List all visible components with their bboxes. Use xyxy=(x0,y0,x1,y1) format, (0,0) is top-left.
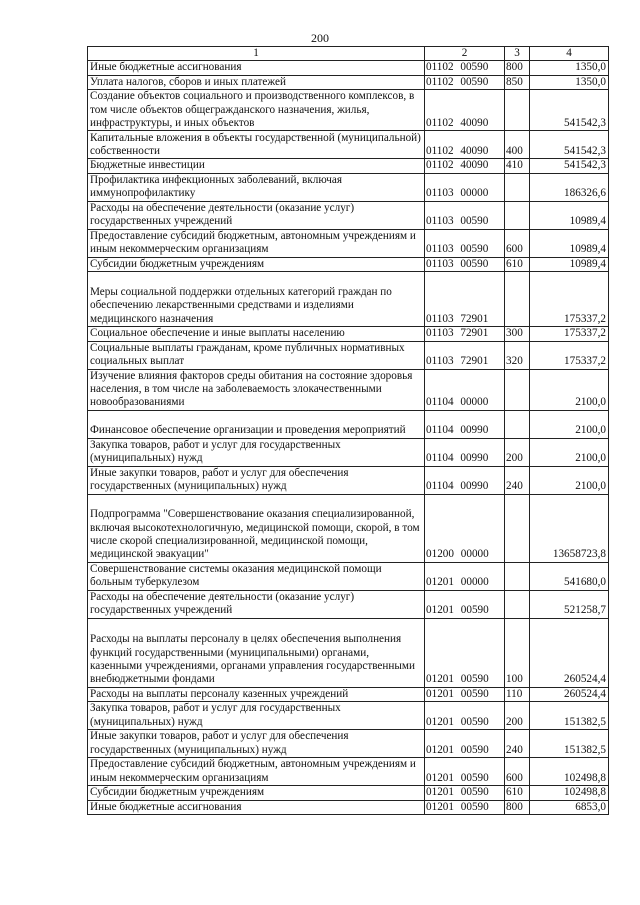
row-name-cell: Расходы на выплаты персоналу в целях обеспечения выполнения функций государственными (муниципальными) органами, казенными учреждениями, органами управления государственными внебюджетными фондами xyxy=(88,618,425,687)
row-code-cell: 01103 00590 xyxy=(425,229,505,257)
row-code-cell: 01103 00000 xyxy=(425,173,505,201)
row-code-cell: 01102 40090 xyxy=(425,90,505,131)
table-row xyxy=(88,590,609,618)
row-name-cell: Изучение влияния факторов среды обитания на состояние здоровья населения, в том числе на заболеваемость злокачественными новообразованиями xyxy=(88,369,425,410)
row-name-cell: Социальное обеспечение и иные выплаты населению xyxy=(88,327,425,341)
table-row xyxy=(88,341,609,369)
row-amount-cell: 102498,8 xyxy=(530,758,609,786)
header-cell-vr: 3 xyxy=(505,47,530,61)
row-code-cell: 01200 00000 xyxy=(425,494,505,562)
row-amount-cell: 151382,5 xyxy=(530,702,609,730)
budget-table-body xyxy=(88,47,609,815)
row-name-cell: Закупка товаров, работ и услуг для государственных (муниципальных) нужд xyxy=(88,702,425,730)
row-code-cell: 01103 72901 xyxy=(425,272,505,327)
table-row xyxy=(88,786,609,800)
row-name-cell: Расходы на обеспечение деятельности (оказание услуг) государственных учреждений xyxy=(88,201,425,229)
table-row xyxy=(88,618,609,687)
row-code-cell: 01103 00590 xyxy=(425,257,505,271)
row-vr-cell: 200 xyxy=(505,438,530,466)
row-code-cell: 01104 00000 xyxy=(425,369,505,410)
row-code-cell: 01102 40090 xyxy=(425,159,505,173)
table-row xyxy=(88,800,609,814)
table-row xyxy=(88,758,609,786)
row-name-cell: Предоставление субсидий бюджетным, автономным учреждениям и иным некоммерческим организациям xyxy=(88,758,425,786)
table-row xyxy=(88,438,609,466)
row-vr-cell xyxy=(505,369,530,410)
row-amount-cell: 13658723,8 xyxy=(530,494,609,562)
row-amount-cell: 260524,4 xyxy=(530,687,609,701)
row-name-cell: Уплата налогов, сборов и иных платежей xyxy=(88,75,425,89)
row-vr-cell: 850 xyxy=(505,75,530,89)
row-amount-cell: 541680,0 xyxy=(530,562,609,590)
header-cell-code: 2 xyxy=(425,47,505,61)
header-cell-name: 1 xyxy=(88,47,425,61)
row-name-cell: Капитальные вложения в объекты государственной (муниципальной) собственности xyxy=(88,131,425,159)
row-name-cell: Социальные выплаты гражданам, кроме публичных нормативных социальных выплат xyxy=(88,341,425,369)
row-vr-cell: 110 xyxy=(505,687,530,701)
row-amount-cell: 2100,0 xyxy=(530,466,609,494)
row-vr-cell xyxy=(505,562,530,590)
row-amount-cell: 1350,0 xyxy=(530,61,609,75)
row-code-cell: 01201 00000 xyxy=(425,562,505,590)
row-vr-cell: 800 xyxy=(505,61,530,75)
row-code-cell: 01201 00590 xyxy=(425,730,505,758)
row-amount-cell: 151382,5 xyxy=(530,730,609,758)
row-name-cell: Совершенствование системы оказания медицинской помощи больным туберкулезом xyxy=(88,562,425,590)
row-vr-cell xyxy=(505,90,530,131)
header-cell-amount: 4 xyxy=(530,47,609,61)
page-number: 200 xyxy=(311,31,329,45)
row-vr-cell: 610 xyxy=(505,257,530,271)
row-amount-cell: 175337,2 xyxy=(530,341,609,369)
row-code-cell: 01201 00590 xyxy=(425,687,505,701)
row-amount-cell: 10989,4 xyxy=(530,201,609,229)
row-vr-cell: 800 xyxy=(505,800,530,814)
table-row xyxy=(88,201,609,229)
row-code-cell: 01104 00990 xyxy=(425,410,505,438)
row-code-cell: 01102 00590 xyxy=(425,75,505,89)
row-amount-cell: 175337,2 xyxy=(530,272,609,327)
table-row xyxy=(88,61,609,75)
row-code-cell: 01201 00590 xyxy=(425,786,505,800)
row-amount-cell: 10989,4 xyxy=(530,257,609,271)
row-code-cell: 01103 72901 xyxy=(425,341,505,369)
row-name-cell: Иные бюджетные ассигнования xyxy=(88,800,425,814)
row-amount-cell: 6853,0 xyxy=(530,800,609,814)
row-vr-cell: 300 xyxy=(505,327,530,341)
row-amount-cell: 541542,3 xyxy=(530,159,609,173)
row-vr-cell: 410 xyxy=(505,159,530,173)
row-name-cell: Подпрограмма "Совершенствование оказания специализированной, включая высокотехнологичную, медицинской помощи, скорой, в том числе скорой специализированной, медицинской помощи, медицинской эвакуации" xyxy=(88,494,425,562)
table-row xyxy=(88,257,609,271)
row-vr-cell: 100 xyxy=(505,618,530,687)
table-row xyxy=(88,131,609,159)
row-vr-cell: 240 xyxy=(505,466,530,494)
row-vr-cell: 200 xyxy=(505,702,530,730)
table-row xyxy=(88,562,609,590)
row-name-cell: Субсидии бюджетным учреждениям xyxy=(88,257,425,271)
table-row xyxy=(88,75,609,89)
row-code-cell: 01104 00990 xyxy=(425,466,505,494)
row-code-cell: 01103 72901 xyxy=(425,327,505,341)
table-row xyxy=(88,466,609,494)
row-vr-cell: 320 xyxy=(505,341,530,369)
row-vr-cell: 600 xyxy=(505,229,530,257)
row-vr-cell xyxy=(505,410,530,438)
row-code-cell: 01201 00590 xyxy=(425,758,505,786)
row-amount-cell: 102498,8 xyxy=(530,786,609,800)
row-code-cell: 01103 00590 xyxy=(425,201,505,229)
row-amount-cell: 541542,3 xyxy=(530,90,609,131)
table-row xyxy=(88,90,609,131)
table-row xyxy=(88,159,609,173)
row-name-cell: Закупка товаров, работ и услуг для государственных (муниципальных) нужд xyxy=(88,438,425,466)
row-vr-cell: 240 xyxy=(505,730,530,758)
row-vr-cell xyxy=(505,201,530,229)
row-vr-cell: 400 xyxy=(505,131,530,159)
row-amount-cell: 541542,3 xyxy=(530,131,609,159)
table-row xyxy=(88,730,609,758)
table-row xyxy=(88,494,609,562)
table-row xyxy=(88,369,609,410)
row-code-cell: 01102 00590 xyxy=(425,61,505,75)
table-row xyxy=(88,173,609,201)
row-amount-cell: 521258,7 xyxy=(530,590,609,618)
row-code-cell: 01201 00590 xyxy=(425,800,505,814)
row-vr-cell: 610 xyxy=(505,786,530,800)
row-amount-cell: 1350,0 xyxy=(530,75,609,89)
row-amount-cell: 186326,6 xyxy=(530,173,609,201)
table-row xyxy=(88,327,609,341)
row-name-cell: Меры социальной поддержки отдельных категорий граждан по обеспечению лекарственными средствами и изделиями медицинского назначения xyxy=(88,272,425,327)
row-name-cell: Расходы на выплаты персоналу казенных учреждений xyxy=(88,687,425,701)
table-header-row xyxy=(88,47,609,61)
row-name-cell: Бюджетные инвестиции xyxy=(88,159,425,173)
row-vr-cell: 600 xyxy=(505,758,530,786)
table-row xyxy=(88,702,609,730)
row-amount-cell: 260524,4 xyxy=(530,618,609,687)
row-code-cell: 01201 00590 xyxy=(425,702,505,730)
row-name-cell: Субсидии бюджетным учреждениям xyxy=(88,786,425,800)
row-name-cell: Иные закупки товаров, работ и услуг для обеспечения государственных (муниципальных) нужд xyxy=(88,730,425,758)
row-name-cell: Иные закупки товаров, работ и услуг для обеспечения государственных (муниципальных) нужд xyxy=(88,466,425,494)
row-vr-cell xyxy=(505,590,530,618)
row-vr-cell xyxy=(505,494,530,562)
row-name-cell: Создание объектов социального и производственного комплексов, в том числе объектов общегражданского назначения, жилья, инфраструктуры, и иных объектов xyxy=(88,90,425,131)
row-name-cell: Иные бюджетные ассигнования xyxy=(88,61,425,75)
row-vr-cell xyxy=(505,272,530,327)
row-amount-cell: 175337,2 xyxy=(530,327,609,341)
row-code-cell: 01104 00990 xyxy=(425,438,505,466)
row-name-cell: Предоставление субсидий бюджетным, автономным учреждениям и иным некоммерческим организациям xyxy=(88,229,425,257)
row-code-cell: 01102 40090 xyxy=(425,131,505,159)
row-code-cell: 01201 00590 xyxy=(425,590,505,618)
row-amount-cell: 2100,0 xyxy=(530,369,609,410)
row-name-cell: Профилактика инфекционных заболеваний, включая иммунопрофилактику xyxy=(88,173,425,201)
row-amount-cell: 10989,4 xyxy=(530,229,609,257)
row-name-cell: Расходы на обеспечение деятельности (оказание услуг) государственных учреждений xyxy=(88,590,425,618)
table-row xyxy=(88,687,609,701)
row-vr-cell xyxy=(505,173,530,201)
row-amount-cell: 2100,0 xyxy=(530,438,609,466)
row-code-cell: 01201 00590 xyxy=(425,618,505,687)
table-row xyxy=(88,229,609,257)
row-name-cell: Финансовое обеспечение организации и проведения мероприятий xyxy=(88,410,425,438)
row-amount-cell: 2100,0 xyxy=(530,410,609,438)
table-row xyxy=(88,410,609,438)
budget-table xyxy=(87,46,609,815)
table-row xyxy=(88,272,609,327)
